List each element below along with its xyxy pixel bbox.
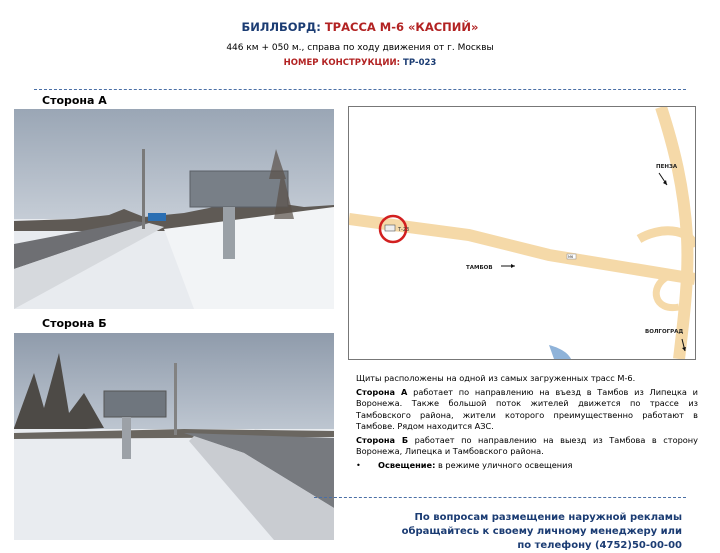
description-side-b: Сторона Б работает по направлению на выезд из Тамбова в сторону Воронежа, Липецка и Тамбовского района. [356,434,698,456]
construction-number [0,58,720,68]
description-intro: Щиты расположены на одной из самых загруженных трасс М-6. [356,373,636,383]
label-penza: ПЕНЗА [656,164,678,170]
photo-side-a [14,109,334,309]
bullet-icon: • [356,459,361,470]
description-side-a: Сторона А работает по направлению на въезд в Тамбов из Липецка и Воронежа. Также большой поток жителей движется по трассе из Тамбовского района, жители которого преимущественно работают в Тамбове. Рядом находится АЗС. [356,386,699,431]
contact-line-1: По вопросам размещение наружной рекламы [414,512,682,523]
location-subtitle: 446 км + 050 м., справа по ходу движения от г. Москвы [226,43,494,53]
title-prefix: БИЛЛБОРД: [241,20,321,34]
location-map [348,106,696,360]
billboard-icon [385,225,395,231]
side-b-label: Сторона Б [42,317,107,330]
bottom-divider [314,497,686,498]
page-title [0,20,720,34]
contact-line-3: по телефону (4752)50-00-00 [517,540,682,551]
contact-info [330,511,682,553]
top-divider [34,89,686,90]
contact-line-2: обращайтесь к своему личному менеджеру или [401,526,682,537]
title-route: ТРАССА М-6 «КАСПИЙ» [324,20,479,34]
marker-code: Т-23 [398,227,410,233]
photo-side-b [14,333,334,540]
label-volgograd: ВОЛГОГРАД [645,329,684,335]
description-block [356,373,698,471]
lighting-item: • Освещение: в режиме уличного освещения [356,459,573,470]
construction-label: НОМЕР КОНСТРУКЦИИ: [283,58,401,68]
side-a-label: Сторона А [42,94,107,107]
label-tambov: ТАМБОВ [466,265,493,271]
svg-text:М6: М6 [568,255,574,259]
construction-code: ТР-023 [403,58,437,68]
